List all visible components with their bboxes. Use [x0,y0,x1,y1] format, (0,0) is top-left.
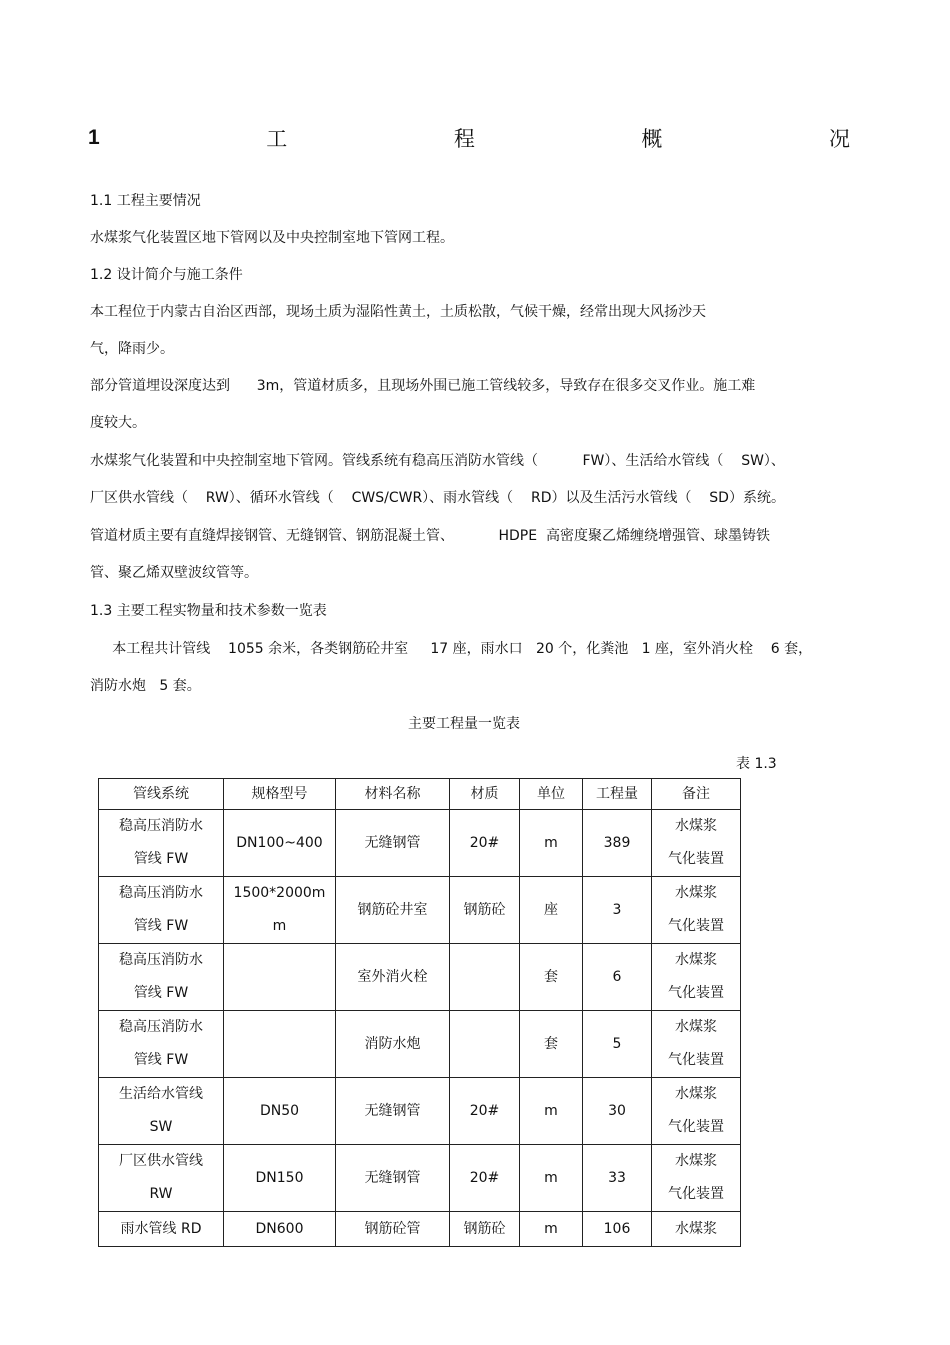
table-cell [99,810,224,877]
cell-line: 稳高压消防水 [119,818,203,834]
paragraph-line: 本工程共计管线 1055 余米，各类钢筋砼井室 17 座，雨水口 20 个，化粪池 1 座，室外消火栓 6 套， [90,641,813,657]
table-cell: DN100~400 [224,810,336,877]
cell-line: 水煤浆 [675,1153,717,1169]
table-cell: 106 [583,1212,652,1247]
cell-line: 水煤浆 [675,1086,717,1102]
table-cell [99,1011,224,1078]
cell-line: 气化装置 [668,1052,724,1068]
cell-line: 1500*2000m [233,885,326,901]
table-header-cell: 材料名称 [336,779,450,810]
table-cell: 钢筋砼管 [336,1212,450,1247]
table-cell: 钢筋砼 [450,877,520,944]
table-row [99,944,741,1011]
table-header-cell: 单位 [520,779,583,810]
paragraph-line: 厂区供水管线（ RW）、循环水管线（ CWS/CWR）、雨水管线（ RD）以及生活污水管线（ SD）系统。 [90,490,785,506]
table-cell [99,944,224,1011]
table-row [99,1011,741,1078]
paragraph-line: 管、聚乙烯双壁波纹管等。 [90,565,258,581]
table-cell: m [520,1078,583,1145]
table-cell: DN600 [224,1212,336,1247]
paragraph-line: 部分管道埋设深度达到 3m，管道材质多，且现场外围已施工管线较多，导致存在很多交叉作业。施工难 [90,378,756,394]
cell-line: 管线 FW [133,1052,189,1068]
table-cell: 套 [520,1011,583,1078]
chapter-title-char: 程 [453,127,475,151]
table-cell: 6 [583,944,652,1011]
cell-line: SW [149,1119,173,1135]
table-row [99,1078,741,1145]
table-cell: 20# [450,810,520,877]
table-cell: 20# [450,1145,520,1212]
table-row [99,877,741,944]
paragraph-line: 消防水炮 5 套。 [90,678,201,694]
quantity-table [98,778,741,1247]
table-cell: 水煤浆 [652,1212,741,1247]
table-cell: 雨水管线 RD [99,1212,224,1247]
cell-line: 气化装置 [668,985,724,1001]
table-cell [652,1078,741,1145]
table-cell [224,877,336,944]
table-cell: 33 [583,1145,652,1212]
cell-line: 水煤浆 [675,885,717,901]
cell-line: 水煤浆 [675,1019,717,1035]
table-cell [450,1011,520,1078]
cell-line: m [272,918,287,934]
cell-line: 水煤浆 [675,952,717,968]
table-cell [652,944,741,1011]
table-cell: 消防水炮 [336,1011,450,1078]
table-cell: 座 [520,877,583,944]
paragraph-line: 管道材质主要有直缝焊接钢管、无缝钢管、钢筋混凝土管、 HDPE 高密度聚乙烯缠绕增强管、球墨铸铁 [90,528,770,544]
table-header-cell: 材质 [450,779,520,810]
table-cell: 无缝钢管 [336,1145,450,1212]
table-cell [99,1078,224,1145]
table-row [99,1145,741,1212]
paragraph-line: 度较大。 [90,415,146,431]
table-caption: 主要工程量一览表 [408,716,520,732]
table-cell: 无缝钢管 [336,1078,450,1145]
table-header-cell: 工程量 [583,779,652,810]
table-cell: DN50 [224,1078,336,1145]
cell-line: 气化装置 [668,918,724,934]
table-cell: 389 [583,810,652,877]
table-cell [652,877,741,944]
chapter-heading [88,124,850,152]
table-header-cell: 规格型号 [224,779,336,810]
chapter-number: 1 [88,126,100,149]
table-number: 表 1.3 [736,756,777,772]
table-row [99,810,741,877]
table-cell: 5 [583,1011,652,1078]
table-cell: 套 [520,944,583,1011]
section-title: 1.3 主要工程实物量和技术参数一览表 [90,603,327,619]
table-cell [652,810,741,877]
table-cell: DN150 [224,1145,336,1212]
table-cell [652,1011,741,1078]
table-header-cell: 管线系统 [99,779,224,810]
cell-line: 气化装置 [668,1119,724,1135]
cell-line: 厂区供水管线 [119,1153,203,1169]
section-title: 1.1 工程主要情况 [90,193,201,209]
table-cell [224,1011,336,1078]
cell-line: 稳高压消防水 [119,885,203,901]
chapter-title-char: 工 [266,127,288,151]
chapter-title-char: 概 [641,127,663,151]
cell-line: 管线 FW [133,985,189,1001]
table-cell: 钢筋砼 [450,1212,520,1247]
cell-line: RW [149,1186,173,1202]
table-cell: m [520,1212,583,1247]
paragraph-line: 本工程位于内蒙古自治区西部，现场土质为湿陷性黄土，土质松散，气候干燥，经常出现大风扬沙天 [90,304,706,320]
table-cell: 3 [583,877,652,944]
section-title: 1.2 设计简介与施工条件 [90,267,243,283]
paragraph-line: 水煤浆气化装置区地下管网以及中央控制室地下管网工程。 [90,230,454,246]
table-cell: 20# [450,1078,520,1145]
cell-line: 稳高压消防水 [119,952,203,968]
table-cell [99,877,224,944]
table-cell [652,1145,741,1212]
cell-line: 生活给水管线 [119,1086,203,1102]
cell-line: 稳高压消防水 [119,1019,203,1035]
table-row [99,1212,741,1247]
table-cell: 30 [583,1078,652,1145]
table-cell: m [520,810,583,877]
table-cell: 钢筋砼井室 [336,877,450,944]
cell-line: 管线 FW [133,918,189,934]
table-cell: 室外消火栓 [336,944,450,1011]
table-header-cell: 备注 [652,779,741,810]
table-cell: m [520,1145,583,1212]
table-header-row [99,779,741,810]
paragraph-line: 气，降雨少。 [90,341,174,357]
table-cell [224,944,336,1011]
cell-line: 气化装置 [668,851,724,867]
paragraph-line: 水煤浆气化装置和中央控制室地下管网。管线系统有稳高压消防水管线（ FW）、生活给水管线（ SW）、 [90,453,785,469]
cell-line: 管线 FW [133,851,189,867]
table-cell: 无缝钢管 [336,810,450,877]
table-cell [450,944,520,1011]
chapter-title-char: 况 [829,127,850,151]
cell-line: 水煤浆 [675,818,717,834]
table-cell [99,1145,224,1212]
cell-line: 气化装置 [668,1186,724,1202]
